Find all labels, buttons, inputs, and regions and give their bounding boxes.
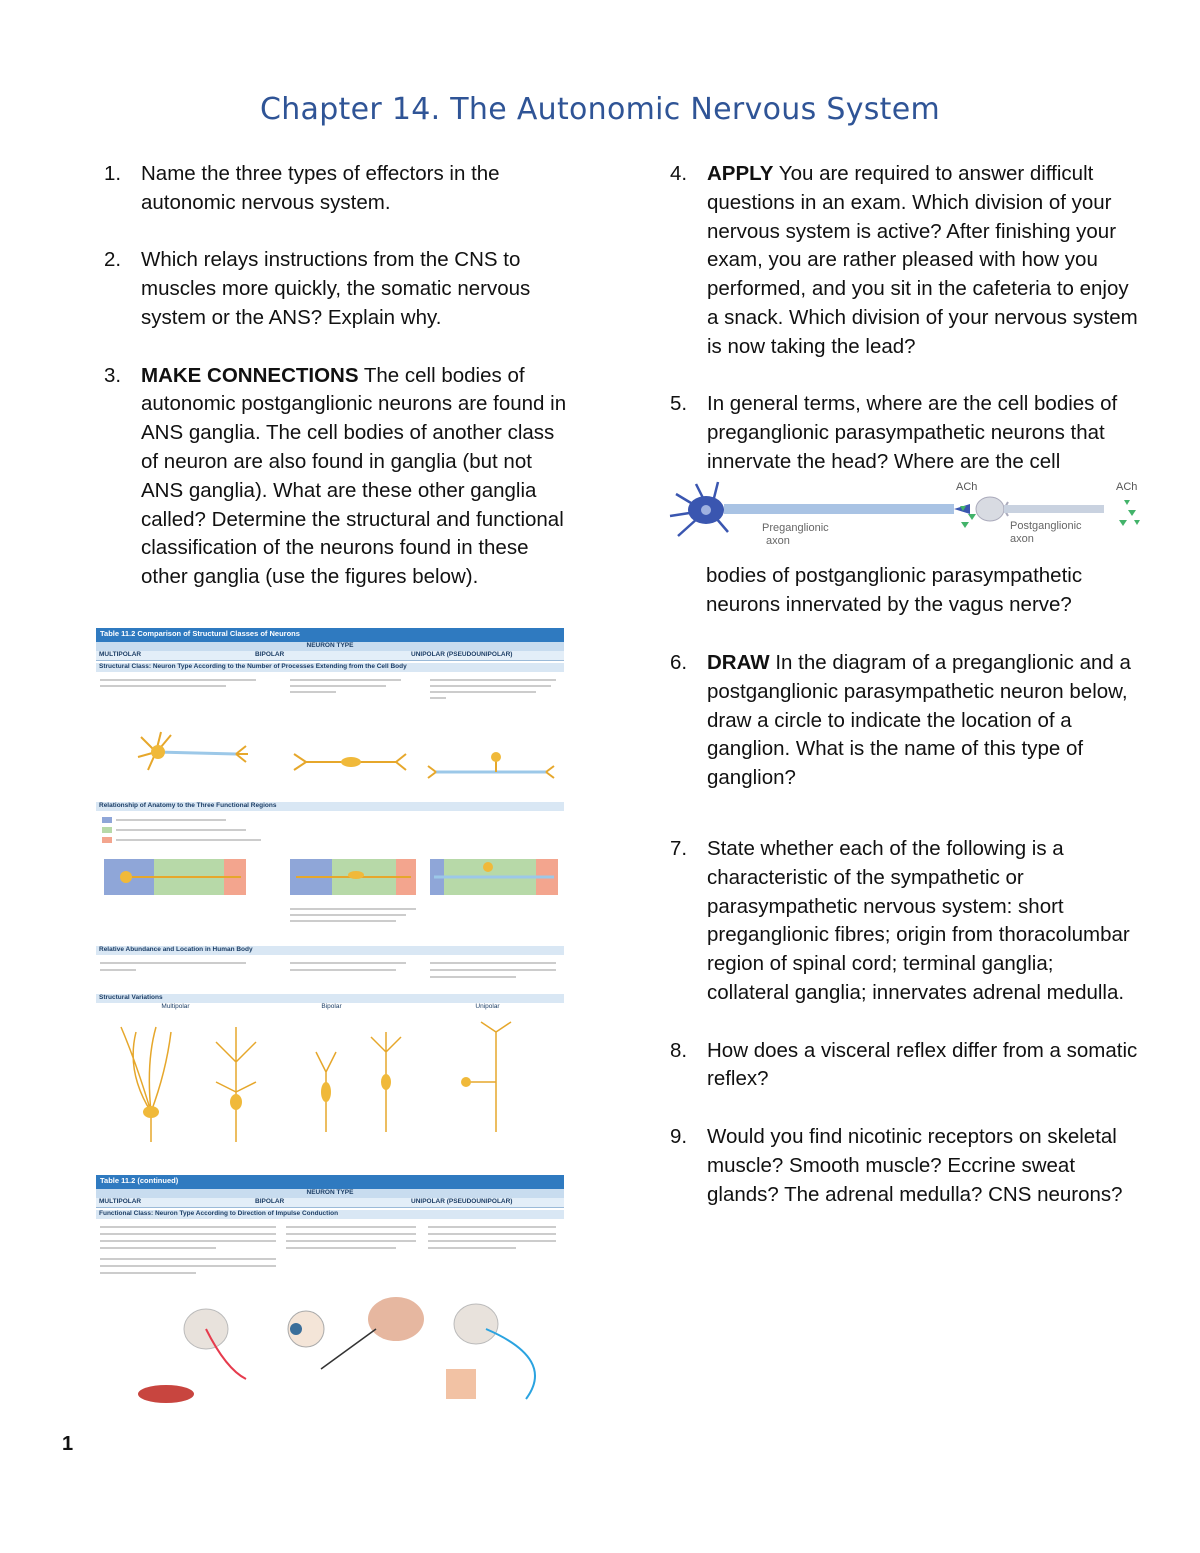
right-column-lower: [670, 649, 1140, 1238]
table-title: Table 11.2 (continued): [96, 1175, 564, 1189]
table-subheader: NEURON TYPE: [96, 1189, 564, 1198]
question-number: 8.: [670, 1038, 688, 1062]
question-number: 7.: [670, 836, 688, 860]
question-number: 6.: [670, 651, 688, 674]
table-section-functional: Functional Class: Neuron Type According to Direction of Impulse Conduction: [96, 1210, 564, 1219]
column-multipolar: MULTIPOLAR: [99, 1198, 142, 1205]
question-8: [670, 1037, 1140, 1095]
question-number: 4.: [670, 162, 688, 185]
question-5: [670, 390, 1140, 476]
preganglionic-postganglionic-neuron-diagram: [658, 474, 1148, 554]
table-column-headers: [96, 651, 564, 661]
variation-multipolar: Multipolar: [161, 1003, 190, 1010]
functional-class-illustrations: [96, 1219, 564, 1419]
preganglionic-axon-label: axon: [766, 535, 790, 547]
question-lead: DRAW: [707, 651, 770, 674]
table-section-abundance: Relative Abundance and Location in Human Body: [96, 946, 564, 955]
table-section-variations: Structural Variations: [96, 994, 564, 1003]
question-text: [707, 160, 1140, 362]
neuron-structure-illustrations: [96, 672, 564, 797]
right-column: [670, 160, 1140, 506]
question-text: Name the three types of effectors in the autonomic nervous system.: [141, 162, 500, 214]
postganglionic-axon-label: axon: [1010, 533, 1034, 545]
question-text: [141, 362, 574, 592]
question-lead: APPLY: [707, 162, 774, 185]
question-number: 1.: [104, 162, 122, 185]
column-bipolar: BIPOLAR: [255, 1198, 285, 1205]
table-title: Table 11.2 Comparison of Structural Classes of Neurons: [96, 628, 564, 642]
question-text: In general terms, where are the cell bodies of preganglionic parasympathetic neurons that innervate the head? Where are the cell: [707, 392, 1118, 473]
ach-label-2: ACh: [1116, 481, 1138, 493]
functional-classes-table-figure: [96, 1175, 564, 1425]
preganglionic-label: Preganglionic: [762, 522, 829, 534]
question-5-continued: bodies of postganglionic parasympathetic neurons innervated by the vagus nerve?: [706, 564, 1083, 616]
question-text: State whether each of the following is a characteristic of the sympathetic or parasympathetic nervous system: short preganglionic fibres; origin from thoracolumbar region of spinal cord; terminal ganglia; collateral ganglia; innervates adrenal medulla.: [707, 836, 1130, 1004]
question-number: 5.: [670, 392, 688, 416]
postganglionic-label: Postganglionic: [1010, 520, 1082, 532]
table-section-functional-regions: Relationship of Anatomy to the Three Functional Regions: [96, 802, 564, 811]
left-column: [104, 160, 574, 621]
structural-classes-table-figure: [96, 628, 564, 1166]
functional-regions-illustrations: [96, 811, 564, 941]
question-body: The cell bodies of autonomic postganglionic neurons are found in ANS ganglia. The cell bodies of another class of neuron are also found in ganglia (but not ANS ganglia). What are these other ganglia called? Determine the structural and functional classification of the neurons found in these other ganglia (use the figures below).: [141, 363, 567, 589]
question-text: How does a visceral reflex differ from a somatic reflex?: [707, 1038, 1138, 1091]
question-6: [670, 649, 1140, 793]
ach-label-1: ACh: [956, 481, 978, 493]
page-title: Chapter 14. The Autonomic Nervous System: [259, 92, 941, 127]
question-body: In the diagram of a preganglionic and a postganglionic parasympathetic neuron below, draw a circle to indicate the location of a ganglion. What is the name of this type of ganglion?: [707, 651, 1131, 790]
question-lead: MAKE CONNECTIONS: [141, 363, 359, 387]
question-number: 9.: [670, 1124, 688, 1148]
question-body: You are required to answer difficult questions in an exam. Which division of your nervous system is active? After finishing your exam, you are rather pleased with how you performed, and you sit in the cafeteria to enjoy a snack. Which division of your nervous system is now taking the lead?: [707, 162, 1138, 358]
question-number: 2.: [104, 248, 122, 272]
structural-variation-illustrations: [96, 1012, 564, 1162]
question-1: [104, 160, 574, 218]
question-4: [670, 160, 1140, 362]
variation-unipolar: Unipolar: [475, 1003, 500, 1010]
column-multipolar: MULTIPOLAR: [99, 651, 142, 658]
table-column-headers: [96, 1198, 564, 1208]
variation-headers: [96, 1003, 564, 1012]
question-7: [670, 835, 1140, 1008]
question-number: 3.: [104, 363, 122, 387]
column-unipolar: UNIPOLAR (PSEUDOUNIPOLAR): [411, 651, 513, 658]
variation-bipolar: Bipolar: [321, 1003, 342, 1010]
question-text: [707, 649, 1140, 793]
question-3: [104, 362, 574, 592]
question-text: Would you find nicotinic receptors on skeletal muscle? Smooth muscle? Eccrine sweat glands? The adrenal medulla? CNS neurons?: [707, 1124, 1123, 1206]
question-2: [104, 246, 574, 332]
column-unipolar: UNIPOLAR (PSEUDOUNIPOLAR): [411, 1198, 513, 1205]
column-bipolar: BIPOLAR: [255, 651, 285, 658]
abundance-text-lines: [96, 955, 564, 989]
question-9: [670, 1123, 1140, 1209]
table-section-structural: Structural Class: Neuron Type According to the Number of Processes Extending from the Cell Body: [96, 663, 564, 672]
table-subheader: NEURON TYPE: [96, 642, 564, 651]
page-number: 1: [62, 1433, 74, 1455]
question-text: Which relays instructions from the CNS to muscles more quickly, the somatic nervous system or the ANS? Explain why.: [141, 248, 531, 329]
